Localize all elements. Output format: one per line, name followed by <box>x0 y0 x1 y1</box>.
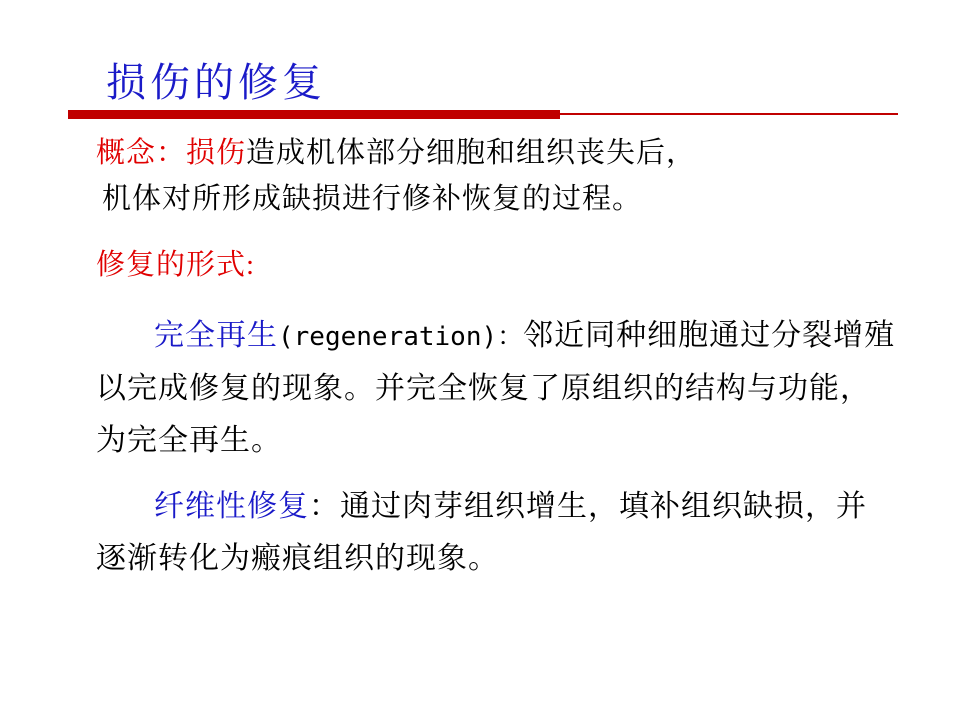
title-divider-thin <box>560 113 898 115</box>
concept-keyword: 损伤 <box>186 137 247 169</box>
fibrous-repair-keyword: 纤维性修复 <box>154 490 309 523</box>
concept-line1-rest: 造成机体部分细胞和组织丧失后， <box>246 137 697 169</box>
regeneration-text: 邻近同种细胞通过分裂增殖以完成修复的现象。并完全恢复了原组织的结构与功能，为完全再生。 <box>96 319 896 457</box>
title-block <box>68 58 898 120</box>
fibrous-repair-text: ：通过肉芽组织增生，填补组织缺损，并逐渐转化为瘢痕组织的现象。 <box>96 490 867 575</box>
title-divider <box>68 110 898 120</box>
concept-line2: 机体对所形成缺损进行修补恢复的过程。 <box>102 183 643 215</box>
regeneration-paragraph <box>96 310 896 467</box>
regeneration-keyword: 完全再生 <box>154 319 278 352</box>
concept-label: 概念： <box>96 137 187 169</box>
forms-heading: 修复的形式: <box>96 249 256 281</box>
fibrous-repair-paragraph <box>96 481 896 585</box>
page-title: 损伤的修复 <box>106 60 326 106</box>
concept-paragraph <box>96 130 896 222</box>
regeneration-term: (regeneration)： <box>278 322 524 352</box>
slide-body <box>96 130 896 585</box>
title-divider-thick <box>68 110 560 119</box>
